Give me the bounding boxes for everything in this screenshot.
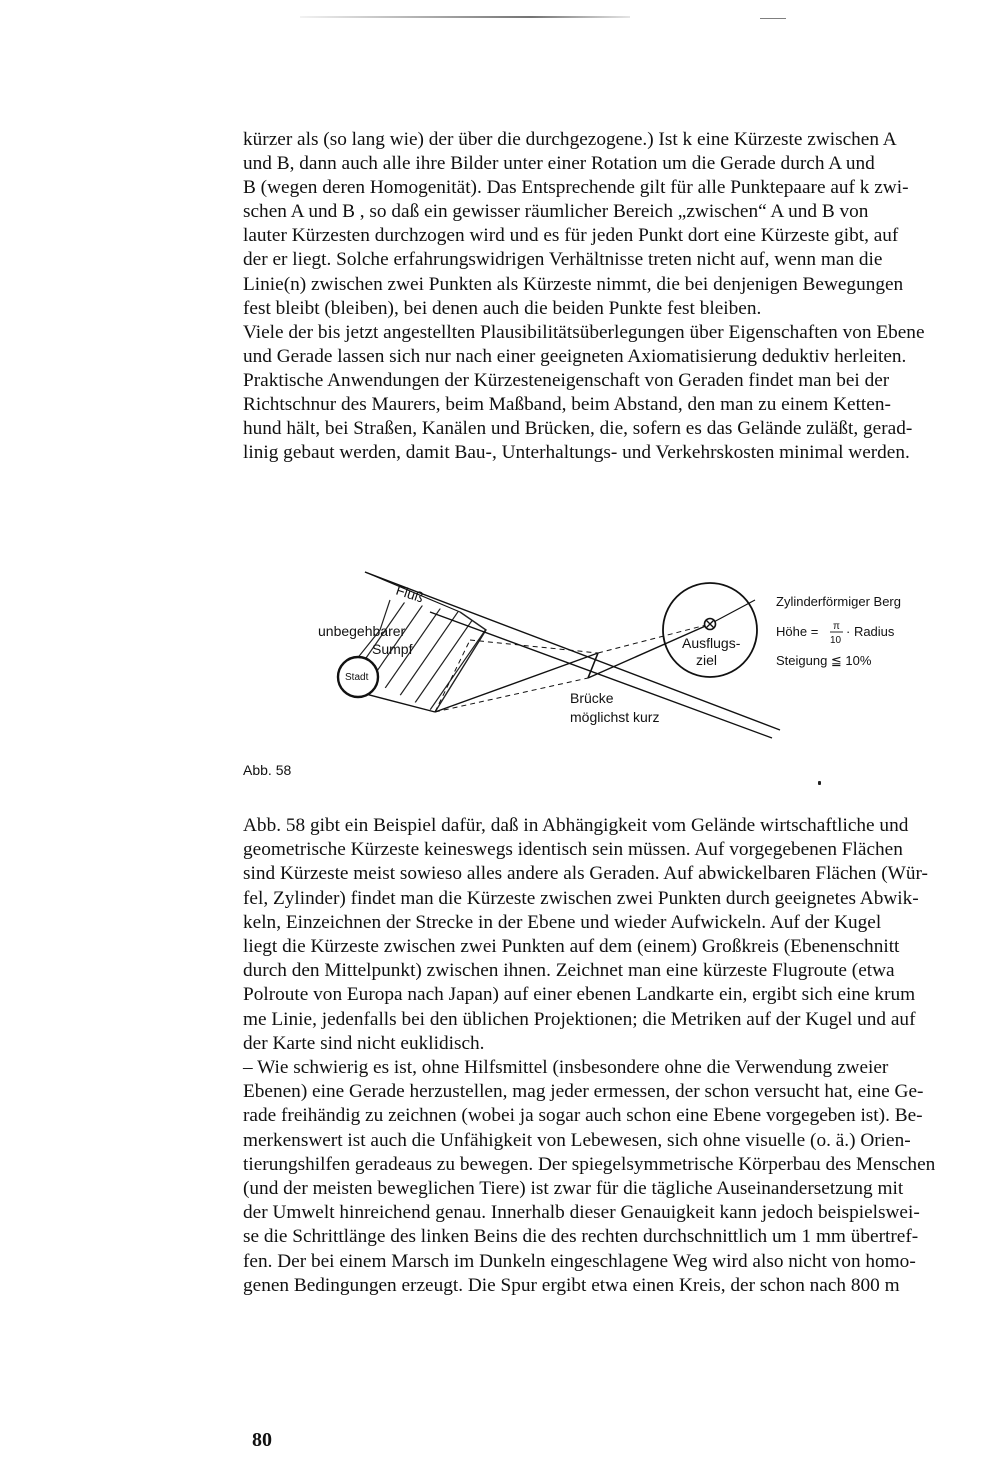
scan-dot [818,781,821,785]
text-line: der Umwelt hinreichend genau. Innerhalb dieser Genauigkeit kann jedoch beispielswei- [243,1202,920,1224]
text-line: liegt die Kürzeste zwischen zwei Punkten auf dem (einem) Großkreis (Ebenenschnitt [243,936,900,958]
text-line: merkenswert ist auch die Unfähigkeit von Lebewesen, sich ohne visuelle (o. ä.) Orien- [243,1129,911,1151]
text-line: genen Bedingungen erzeugt. Die Spur ergibt etwa einen Kreis, der schon nach 800 m [243,1274,900,1296]
label-height-suffix: · Radius [846,624,895,639]
label-destination-1: Ausflugs- [682,635,741,651]
text-line: kürzer als (so lang wie) der über die durchgezogene.) Ist k eine Kürzeste zwischen A [243,129,897,150]
road-to-destination [588,624,710,678]
label-height-denominator: 10 [830,635,842,646]
figure-caption: Abb. 58 [243,762,292,778]
label-city: Stadt [345,672,369,683]
text-line: B (wegen deren Homogenität). Das Entsprechende gilt für alle Punktepaare auf k zwi- [243,177,909,199]
label-swamp-2: Sumpf [372,641,413,657]
label-height-prefix: Höhe = [776,624,819,639]
text-line: fest bleibt (bleiben), bei denen auch die beiden Punkte fest bleiben. [243,297,762,319]
text-line: sind Kürzeste meist sowieso alles andere als Geraden. Auf abwickelbaren Flächen (Wür- [243,863,928,885]
text-line: – Wie schwierig es ist, ohne Hilfsmittel (insbesondere ohne die Verwendung zweier [243,1057,889,1079]
text-line: se die Schrittlänge des linken Beins die des rechten durchschnittlich um 1 mm übertref- [243,1226,919,1248]
text-line: Abb. 58 gibt ein Beispiel dafür, daß in Abhängigkeit vom Gelände wirtschaftliche und [243,815,909,836]
figure-abb-58 [310,560,950,750]
text-line: und B, dann auch alle ihre Bilder unter einer Rotation um die Gerade durch A und [243,153,875,175]
text-line: Linie(n) zwischen zwei Punkten als Kürzeste nimmt, die bei denjenigen Bewegungen [243,273,904,295]
scan-artifact-line [300,16,630,18]
text-line: me Linie, jedenfalls bei den üblichen Projektionen; die Metriken auf der Kugel und auf [243,1008,916,1030]
label-slope: Steigung ≦ 10% [776,653,872,668]
text-line: Ebenen) eine Gerade herzustellen, mag jeder ermessen, der schon versucht hat, eine Ge- [243,1081,924,1103]
paragraph-top [243,128,983,465]
text-line: Polroute von Europa nach Japan) auf einer ebenen Landkarte ein, ergibt sich eine krum [243,984,916,1006]
text-line: keln, Einzeichnen der Strecke in der Ebene und wieder Aufwickeln. Auf der Kugel [243,911,882,933]
text-line: durch den Mittelpunkt) zwischen ihnen. Zeichnet man eine kürzeste Flugroute (etwa [243,960,895,982]
text-line: geometrische Kürzeste keineswegs identisch sein müssen. Auf vorgegebenen Flächen [243,839,903,861]
label-swamp-1: unbegehbarer [318,623,406,639]
label-mountain-title: Zylinderförmiger Berg [776,594,901,609]
text-line: Viele der bis jetzt angestellten Plausibilitätsüberlegungen über Eigenschaften von Ebene [243,321,925,343]
text-line: rade freihändig zu zeichnen (wobei ja sogar auch schon eine Ebene vorgegeben ist). Be- [243,1105,923,1127]
text-line: tierungshilfen geradeaus zu bewegen. Der spiegelsymmetrische Körperbau des Menschen [243,1153,936,1175]
text-line: hund hält, bei Straßen, Kanälen und Brücken, die, sofern es das Gelände zuläßt, gerad- [243,418,913,440]
road-city [358,692,435,712]
text-line: lauter Kürzesten durchzogen wird und es für jeden Punkt dort eine Kürzeste gibt, auf [243,225,899,247]
paragraph-bottom [243,814,993,1298]
text-line: und Gerade lassen sich nur nach einer geeigneten Axiomatisierung deduktiv herleiten. [243,345,907,367]
text-line: linig gebaut werden, damit Bau-, Unterhaltungs- und Verkehrskosten minimal werden. [243,442,910,464]
text-line: Richtschnur des Maurers, beim Maßband, beim Abstand, den man zu einem Ketten- [243,394,891,416]
mountain-radius [710,600,755,624]
scan-artifact-mark [760,18,786,19]
label-bridge-2: möglichst kurz [570,709,660,725]
text-line: fen. Der bei einem Marsch im Dunkeln eingeschlagene Weg wird also nicht von homo- [243,1250,916,1272]
page-number: 80 [252,1429,272,1451]
label-river: Fluß [394,581,426,606]
text-line: Praktische Anwendungen der Kürzesteneigenschaft von Geraden findet man bei der [243,369,890,391]
dashed-route-3 [435,678,588,712]
label-height-numerator: π [833,621,840,632]
text-line: (und der meisten beweglichen Tiere) ist zwar für die tägliche Auseinandersetzung mit [243,1178,904,1200]
label-destination-2: ziel [696,652,718,668]
text-line: der Karte sind nicht euklidisch. [243,1032,485,1054]
label-bridge-1: Brücke [570,690,614,706]
text-line: fel, Zylinder) findet man die Kürzeste zwischen zwei Punkten durch geeignetes Abwik- [243,887,919,909]
figure-diagram [310,560,950,750]
text-line: schen A und B , so daß ein gewisser räumlicher Bereich „zwischen“ A und B von [243,201,869,223]
text-line: der er liegt. Solche erfahrungswidrigen Verhältnisse treten nicht auf, wenn man die [243,249,883,271]
river-bank-upper [365,572,780,730]
